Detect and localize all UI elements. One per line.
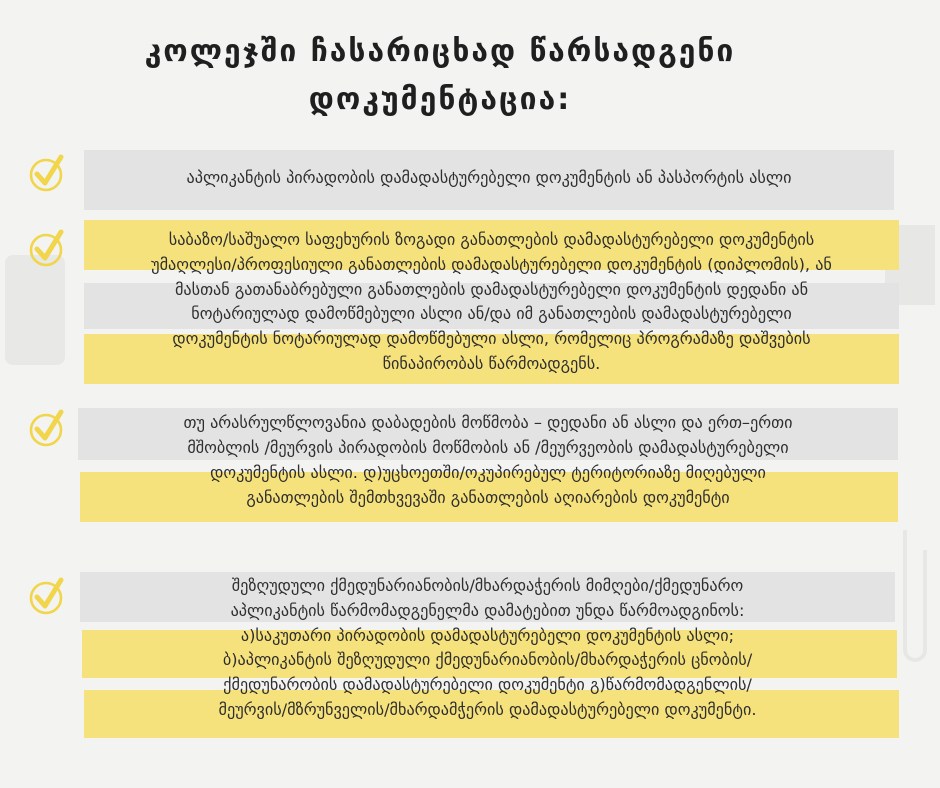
page-title: [0, 28, 940, 124]
item-2-line-3: მასთან გათანაბრებული განათლების დამადასტურებელი დოკუმენტის დედანი ან: [174, 279, 809, 299]
item-2-line-1: საბაზო/საშუალო საფეხურის ზოგადი განათლების დამადასტურებელი დოკუმენტის: [168, 230, 815, 249]
item-2-text: [84, 228, 899, 377]
background-paperclip-icon: [895, 520, 935, 670]
check-circle-icon: [28, 408, 68, 448]
item-1-line-1: აპლიკანტის პირადობის დამადასტურებელი დოკუმენტის ან პასპორტის ასლი: [186, 168, 792, 187]
item-3-line-2: მშობლის /მეურვის პირადობის მოწმობის ან /მეურვეობის დამადასტურებელი: [187, 438, 789, 457]
item-3-text: [78, 410, 898, 510]
check-circle-icon: [28, 228, 68, 268]
check-circle-icon: [28, 153, 68, 193]
item-4-line-2: აპლიკანტის წარმომადგენელმა დამატებით უნდა წარმოადგინოს:: [230, 600, 745, 620]
page-title-line-2: დოკუმენტაცია:: [308, 82, 572, 117]
item-4-line-1: შეზღუდული ქმედუნარიანობის/მხარდაჭერის მიმღები/ქმედუნარო: [231, 576, 744, 595]
item-3-line-4: განათლების შემთხვევაში განათლების აღიარების დოკუმენტი: [246, 488, 730, 507]
item-2-line-2: უმაღლესი/პროფესიული განათლების დამადასტურებელი დოკუმენტის (დიპლომის), ან: [151, 254, 832, 274]
item-2-line-4: ნოტარიულად დამოწმებული ასლი ან/და იმ განათლების დამადასტურებელი: [191, 304, 792, 324]
background-calculator-icon: [0, 250, 70, 370]
item-1-text: [84, 166, 894, 191]
item-3-line-1: თუ არასრულწლოვანია დაბადების მოწმობა – დედანი ან ასლი და ერთ–ერთი: [183, 413, 793, 432]
item-4-line-4: ბ)აპლიკანტის შეზღუდული ქმედუნარიანობის/მხარდაჭერის ცნობის/: [222, 650, 753, 670]
item-2-line-6: წინაპირობას წარმოადგენს.: [382, 353, 601, 373]
item-2-line-5: დოკუმენტის ნოტარიულად დამოწმებული ასლი, რომელიც პროგრამაზე დაშვების: [172, 329, 811, 349]
page-title-line-1: კოლეჯში ჩასარიცხად წარსადგენი: [144, 34, 736, 69]
check-circle-icon: [28, 576, 68, 616]
item-4-text: [80, 574, 895, 723]
item-4-line-5: ქმედუნარობის დამადასტურებელი დოკუმენტი გ)წარმომადგენლის/: [223, 675, 752, 695]
item-4-line-3: ა)საკუთარი პირადობის დამადასტურებელი დოკუმენტის ასლი;: [240, 625, 735, 645]
item-4-line-6: მეურვის/მზრუნველის/მხარდამჭერის დამადასტურებელი დოკუმენტი.: [218, 699, 757, 719]
item-3-line-3: დოკუმენტის ასლი. დ)უცხოეთში/ოკუპირებულ ტერიტორიაზე მიღებული: [210, 463, 766, 482]
